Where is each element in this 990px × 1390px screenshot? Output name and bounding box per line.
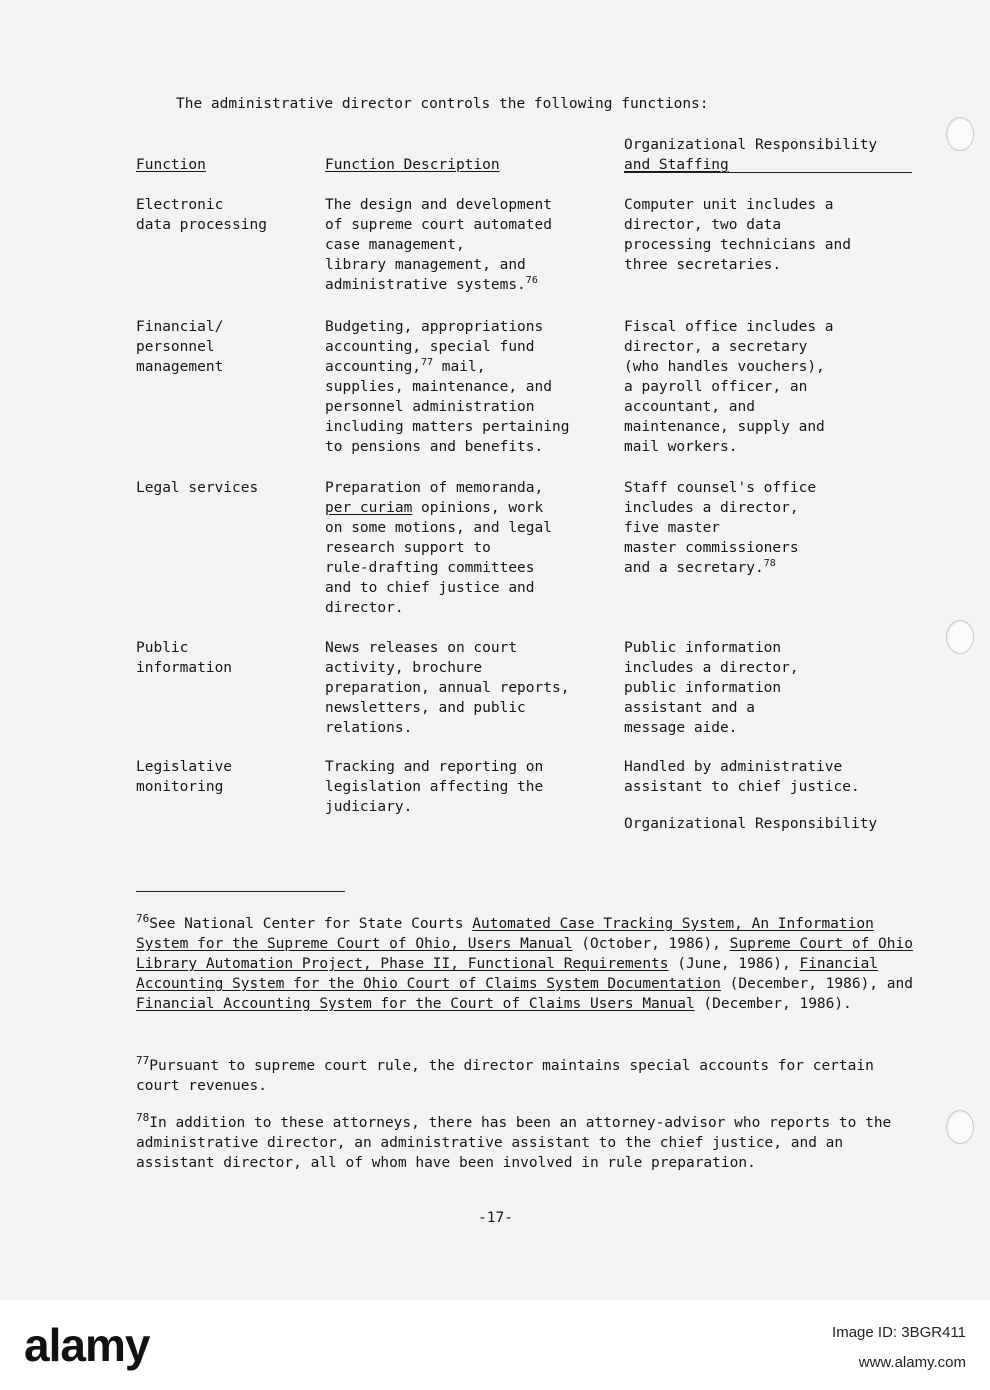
footnote-citation: Financial Accounting System for the Court of Claims Users Manual [136,996,695,1012]
row-description-text: Budgeting, appropriations accounting, special fund accounting, [325,319,544,375]
page-number: -17- [478,1210,513,1226]
row-description-italic: per curiam [325,500,413,516]
footnote-citation: Financial Accounting System for the Ohio Court of Claims System Documentation [136,956,879,992]
row-description: Tracking and reporting on legislation affecting the judiciary. [325,759,544,815]
footnote-divider [136,891,345,892]
footnote-number: 77 [136,1054,150,1068]
punch-hole-icon [946,117,974,151]
row-responsibility-text: Staff counsel's office includes a director, five master master commissioners and a secretary. [624,480,817,576]
trailing-heading: Organizational Responsibility [624,816,878,832]
alamy-logo: alamy [24,1319,150,1371]
footnote-77 [136,1056,916,1096]
row-description-text: The design and development of supreme court automated case management, library management, and administrative systems. [325,197,552,293]
footnote-76 [136,914,916,1014]
row-responsibility: Fiscal office includes a director, a secretary (who handles vouchers), a payroll officer, an accountant, and maintenance, supply and mail workers. [624,319,834,455]
row-function: Legal services [136,480,259,496]
row-responsibility: Handled by administrative assistant to chief justice. [624,759,860,795]
footnote-text: (December, 1986). [694,996,852,1012]
footnote-citation: Supreme Court of Ohio Library Automation Project, Phase II, Functional Requirements [136,936,913,972]
row-function: Financial/ personnel management [136,319,224,375]
footnote-text: (December, 1986), and [720,976,913,992]
header-responsibility-line1: Organizational Responsibility [624,137,878,153]
stock-watermark-banner [0,1300,990,1390]
intro-text: The administrative director controls the following functions: [176,96,709,112]
row-description-text: opinions, work on some motions, and legal research support to rule-drafting committees and to chief justice and director. [325,500,552,616]
row-responsibility [624,478,816,578]
row-description-text: mail, supplies, maintenance, and personnel administration including matters pertaining to pensions and benefits. [325,359,570,455]
footnote-text: (October, 1986), [572,936,730,952]
footnote-ref-76: 76 [525,275,538,287]
punch-hole-icon [946,1110,974,1144]
row-description-text: Preparation of memoranda, [325,480,544,496]
footnote-ref-78: 78 [763,558,776,570]
row-description: News releases on court activity, brochure preparation, annual reports, newsletters, and public relations. [325,640,570,736]
row-function: Legislative monitoring [136,759,233,795]
row-description [325,317,569,457]
row-function: Public information [136,640,233,676]
header-description: Function Description [325,157,500,173]
row-description [325,478,552,618]
footnote-78 [136,1113,916,1173]
row-responsibility: Public information includes a director, public information assistant and a message aide. [624,640,799,736]
row-function: Electronic data processing [136,197,267,233]
image-id-label: Image ID: 3BGR411 [832,1324,966,1341]
footnote-text: See National Center for State Courts [149,916,473,932]
footnote-citation: Automated Case Tracking System, An Information System for the Supreme Court of Ohio, Users Manual [136,916,874,952]
punch-hole-icon [946,620,974,654]
row-description [325,195,552,295]
header-responsibility-line2: and Staffing [624,157,729,173]
footnote-number: 76 [136,912,150,926]
footnote-text: Pursuant to supreme court rule, the director maintains special accounts for certain court revenues. [136,1058,874,1094]
footnote-ref-77: 77 [421,357,434,369]
footnote-number: 78 [136,1111,150,1125]
footnote-text: (June, 1986), [668,956,800,972]
header-rule [624,172,912,173]
site-url: www.alamy.com [858,1354,966,1371]
footnote-text: In addition to these attorneys, there has been an attorney-advisor who reports to the administrative director, an administrative assistant to the chief justice, and an assistant director, all of whom have been involved in rule preparation. [136,1115,892,1171]
row-responsibility: Computer unit includes a director, two data processing technicians and three secretaries. [624,197,851,273]
header-function: Function [136,157,206,173]
